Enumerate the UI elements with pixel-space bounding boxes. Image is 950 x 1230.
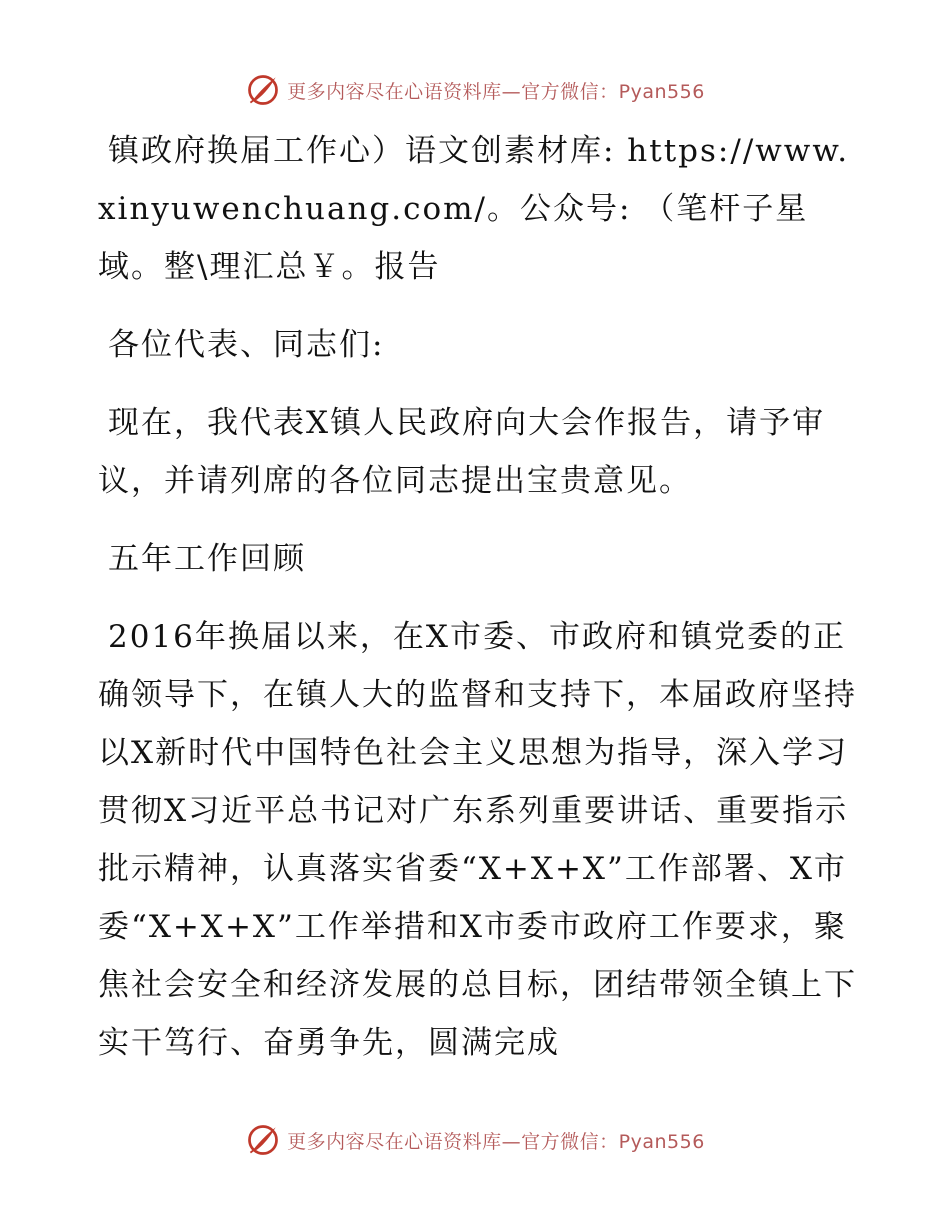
watermark-text: 更多内容尽在心语资料库—官方微信：Pyan556	[287, 80, 705, 103]
paragraph-intro: 现在，我代表X镇人民政府向大会作报告，请予审议，并请列席的各位同志提出宝贵意见。	[98, 405, 826, 499]
document-body	[98, 122, 858, 1092]
footer-watermark	[0, 1120, 950, 1160]
quill-pen-logo-icon	[245, 72, 281, 108]
paragraph-title-line: 镇政府换届工作心）语文创素材库: https://www.xinyuwenchuang.com/。公众号: （笔杆子星域。整\理汇总￥。报告	[98, 133, 850, 285]
section-heading: 五年工作回顾	[108, 541, 306, 577]
watermark-text: 更多内容尽在心语资料库—官方微信：Pyan556	[287, 1130, 705, 1153]
quill-pen-logo-icon	[245, 1122, 281, 1158]
paragraph-salutation: 各位代表、同志们:	[108, 327, 385, 363]
paragraph-review: 2016年换届以来，在X市委、市政府和镇党委的正确领导下，在镇人大的监督和支持下，本届政府坚持以X新时代中国特色社会主义思想为指导，深入学习贯彻X习近平总书记对广东系列重要讲话、重要指示批示精神，认真落实省委“X+X+X”工作部署、X市委“X+X+X”工作举措和X市委市政府工作要求，聚焦社会安全和经济发展的总目标，团结带领全镇上下实干笃行、奋勇争先，圆满完成	[98, 619, 857, 1061]
header-watermark	[0, 70, 950, 110]
